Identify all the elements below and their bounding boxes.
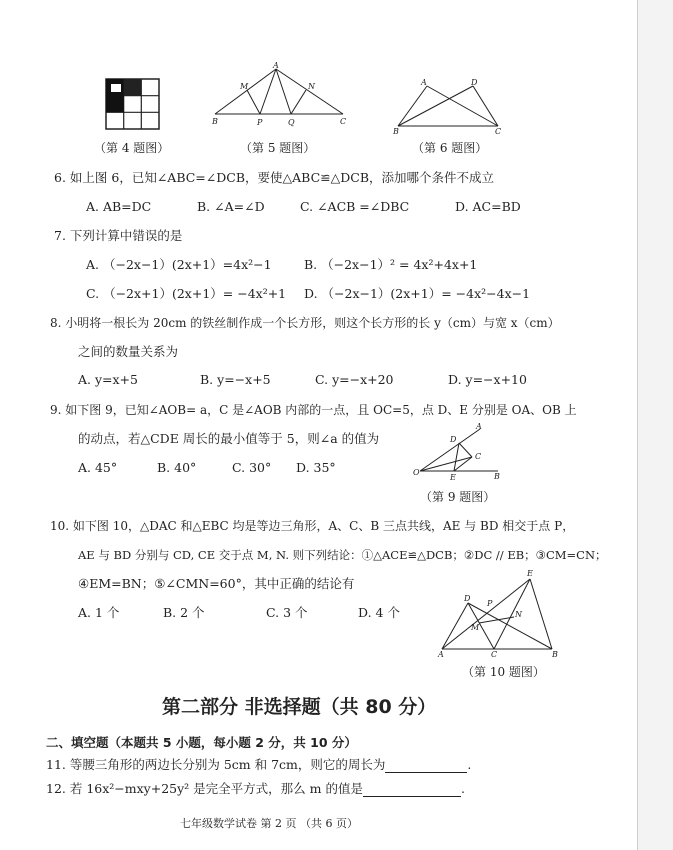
question-10-line-1: 10. 如下图 10，△DAC 和△EBC 均是等边三角形，A、C、B 三点共线，AE 与 BD 相交于点 P，	[50, 519, 575, 533]
question-8-option-a: A. y=x+5	[78, 372, 138, 387]
page-footer: 七年级数学试卷 第 2 页 （共 6 页）	[180, 817, 358, 830]
svg-text:Q: Q	[288, 118, 295, 127]
figure-4-caption: （第 4 题图）	[94, 141, 170, 155]
figure-10-caption: （第 10 题图）	[462, 665, 545, 679]
question-9-option-b: B. 40°	[157, 460, 197, 475]
svg-text:E: E	[527, 569, 533, 578]
figure-9-diagram	[412, 422, 502, 482]
svg-text:B: B	[393, 127, 399, 136]
question-9-option-d: D. 35°	[296, 460, 336, 475]
question-10-line-2: AE 与 BD 分别与 CD, CE 交于点 M, N. 则下列结论：①△ACE≌△DCB；②DC // EB；③CM=CN；	[78, 548, 607, 562]
svg-text:A: A	[421, 78, 427, 87]
question-8-option-d: D. y=−x+10	[448, 372, 527, 387]
svg-text:B: B	[494, 472, 500, 481]
svg-text:A: A	[438, 650, 444, 659]
svg-text:N: N	[308, 82, 315, 91]
figure-5-caption: （第 5 题图）	[240, 141, 316, 155]
svg-text:M: M	[471, 623, 480, 632]
part-2-title: 第二部分 非选择题（共 80 分）	[162, 696, 437, 718]
question-7-option-b: B. （−2x−1）² = 4x²+4x+1	[304, 257, 478, 272]
question-6-option-a: A. AB=DC	[86, 199, 152, 214]
svg-text:B: B	[552, 650, 558, 659]
question-10-option-d: D. 4 个	[358, 605, 400, 620]
svg-text:O: O	[413, 468, 420, 477]
question-6-option-d: D. AC=BD	[455, 199, 521, 214]
figure-5-diagram	[212, 61, 347, 127]
svg-text:C: C	[340, 117, 347, 126]
question-8-option-c: C. y=−x+20	[315, 372, 394, 387]
question-11-text: 11. 等腰三角形的两边长分别为 5cm 和 7cm，则它的周长为	[46, 757, 386, 772]
svg-text:M: M	[240, 82, 249, 91]
question-7-option-a: A. （−2x−1）(2x+1）=4x²−1	[86, 257, 272, 272]
svg-text:A: A	[476, 422, 482, 431]
viewer-side-panel	[637, 0, 673, 850]
question-9-line-2: 的动点，若△CDE 周长的最小值等于 5，则∠a 的值为	[78, 431, 380, 446]
question-8-line-1: 8. 小明将一根长为 20cm 的铁丝制作成一个长方形，则这个长方形的长 y（cm）与宽 x（cm）	[50, 316, 560, 330]
question-11-answer-blank[interactable]	[385, 760, 467, 773]
svg-text:C: C	[475, 452, 482, 461]
svg-text:C: C	[491, 650, 498, 659]
question-6-option-c: C. ∠ACB =∠DBC	[300, 199, 410, 214]
svg-text:N: N	[515, 610, 522, 619]
svg-text:C: C	[495, 127, 502, 136]
fill-in-section-heading: 二、填空题（本题共 5 小题，每小题 2 分，共 10 分）	[46, 735, 357, 750]
svg-text:D: D	[450, 435, 457, 444]
question-6-option-b: B. ∠A=∠D	[197, 199, 265, 214]
question-6-stem: 6. 如上图 6，已知∠ABC=∠DCB，要使△ABC≌△DCB，添加哪个条件不成立	[54, 170, 495, 185]
figure-6-caption: （第 6 题图）	[412, 141, 488, 155]
figure-6-diagram	[393, 78, 505, 136]
question-7-option-d: D. （−2x−1）(2x+1）= −4x²−4x−1	[304, 286, 531, 301]
svg-text:D: D	[471, 78, 478, 87]
question-10-line-3: ④EM=BN；⑤∠CMN=60°，其中正确的结论有	[78, 576, 355, 591]
question-10-option-a: A. 1 个	[78, 605, 120, 620]
question-9-option-a: A. 45°	[78, 460, 118, 475]
svg-text:A: A	[273, 61, 279, 70]
question-9-option-c: C. 30°	[232, 460, 272, 475]
question-12-answer-blank[interactable]	[363, 784, 461, 797]
question-7-option-c: C. （−2x+1）(2x+1）= −4x²+1	[86, 286, 287, 301]
question-11: 11. 等腰三角形的两边长分别为 5cm 和 7cm，则它的周长为 .	[46, 757, 472, 772]
figure-10-diagram	[438, 565, 558, 657]
svg-text:D: D	[464, 594, 471, 603]
svg-text:P: P	[487, 599, 493, 608]
svg-text:B: B	[212, 117, 218, 126]
question-12-text: 12. 若 16x²−mxy+25y² 是完全平方式，那么 m 的值是	[46, 781, 363, 796]
svg-text:E: E	[450, 473, 456, 482]
figure-9-caption: （第 9 题图）	[420, 490, 496, 504]
question-10-option-c: C. 3 个	[266, 605, 308, 620]
question-9-line-1: 9. 如下图 9，已知∠AOB= a，C 是∠AOB 内部的一点，且 OC=5，点 D、E 分别是 OA、OB 上	[50, 403, 577, 417]
question-8-line-2: 之间的数量关系为	[78, 344, 179, 359]
question-8-option-b: B. y=−x+5	[200, 372, 271, 387]
figure-4-grid	[105, 78, 160, 130]
question-10-option-b: B. 2 个	[163, 605, 205, 620]
question-12: 12. 若 16x²−mxy+25y² 是完全平方式，那么 m 的值是 .	[46, 781, 465, 796]
question-7-stem: 7. 下列计算中错误的是	[54, 228, 183, 243]
svg-text:P: P	[257, 118, 263, 127]
